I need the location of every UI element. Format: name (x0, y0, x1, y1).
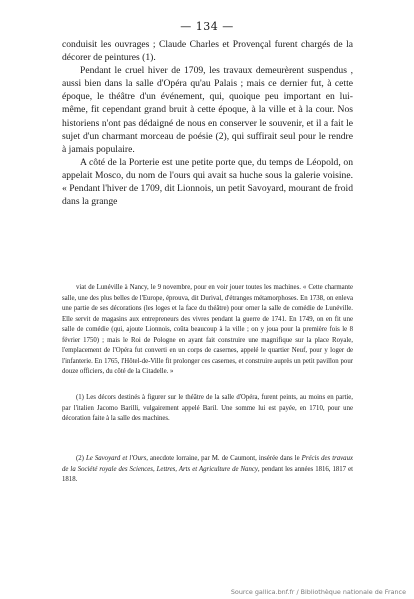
paragraph-continuation: conduisit les ouvrages ; Claude Charles et Provençal furent chargés de la décorer de peintures (1). (62, 39, 353, 64)
page-number: — 134 — (180, 20, 234, 33)
main-text (62, 38, 353, 208)
footnote-2-end: , pendant les années 1816, 1817 et 1818. (62, 465, 353, 483)
footnote-2-mid: , anecdote lorraine, par M. de Caumont, insérée dans le (146, 455, 302, 462)
footnote-2-text (62, 454, 353, 486)
source-credit: Source gallica.bnf.fr / Bibliothèque nationale de France (230, 588, 406, 596)
footnote-2-title: Le Savoyard et l'Ours (86, 455, 147, 462)
footnote-2 (62, 454, 353, 486)
footnote-2-work: Précis des travaux de la Société royale des Sciences, Lettres, Arts et Agriculture de Nancy (62, 455, 353, 473)
paragraph-porterie: A côté de la Porterie est une petite porte que, du temps de Léopold, on appelait Mosco, du nom de l'ours qui avait sa huche sous la galerie voisine. « Pendant l'hiver de 1709, dit Lionnois, un petit Savoyard, mourant de froid dans la grange (62, 156, 353, 208)
footnote-continuation (62, 283, 353, 378)
footnote-1 (62, 393, 353, 425)
footnote-continuation-text: viat de Lunéville à Nancy, le 9 novembre, pour en voir jouer toutes les machines. « Cette charmante salle, une des plus belles de l'Europe, éprouva, dit Durival, d'étranges métamorphoses. En 1738, on enleva une partie de ses décorations (les loges et la face du théâtre) pour orner la salle de comédie de Lunéville. Elle servit de magasins aux entrepreneurs des vivres pendant la guerre de 1741. En 1749, on en fit une salle de comédie (qui, ajoute Lionnois, coûta beaucoup à la ville ; on y joua pour la première fois le 8 février 1750) ; mais le Roi de Pologne en ayant fait construire une magnifique sur la place Royale, l'emplacement de l'Opéra fut converti en un corps de casernes, appelé le quartier Neuf, pour y loger de l'infanterie. En 1765, l'Hôtel-de-Ville fit prolonger ces casernes, et construire auprès un petit pavillon pour douze officiers, du côté de la Citadelle. » (62, 284, 353, 375)
footnote-2-marker: (2) (76, 455, 86, 462)
paragraph-winter-1709: Pendant le cruel hiver de 1709, les travaux demeurèrent suspendus , aussi bien dans la salle d'Opéra qu'au Palais ; mais ce dernier fut, à cette époque, le théâtre d'un événement, qui, quoique peu important en lui-même, fit cependant grand bruit à cette époque, à la ville et à la cour. Nos historiens n'ont pas dédaigné de nous en conserver le souvenir, et il a fait le sujet d'un charmant morceau de poésie (2), qui suffirait seul pour le rendre à jamais populaire. (62, 65, 353, 155)
footnote-1-text: (1) Les décors destinés à figurer sur le théâtre de la salle d'Opéra, furent peints, au moins en partie, par l'italien Jacomo Barilli, vulgairement appelé Baril. Une somme lui est payée, en 1710, pour une décoration faite à la salle des machines. (62, 394, 353, 422)
